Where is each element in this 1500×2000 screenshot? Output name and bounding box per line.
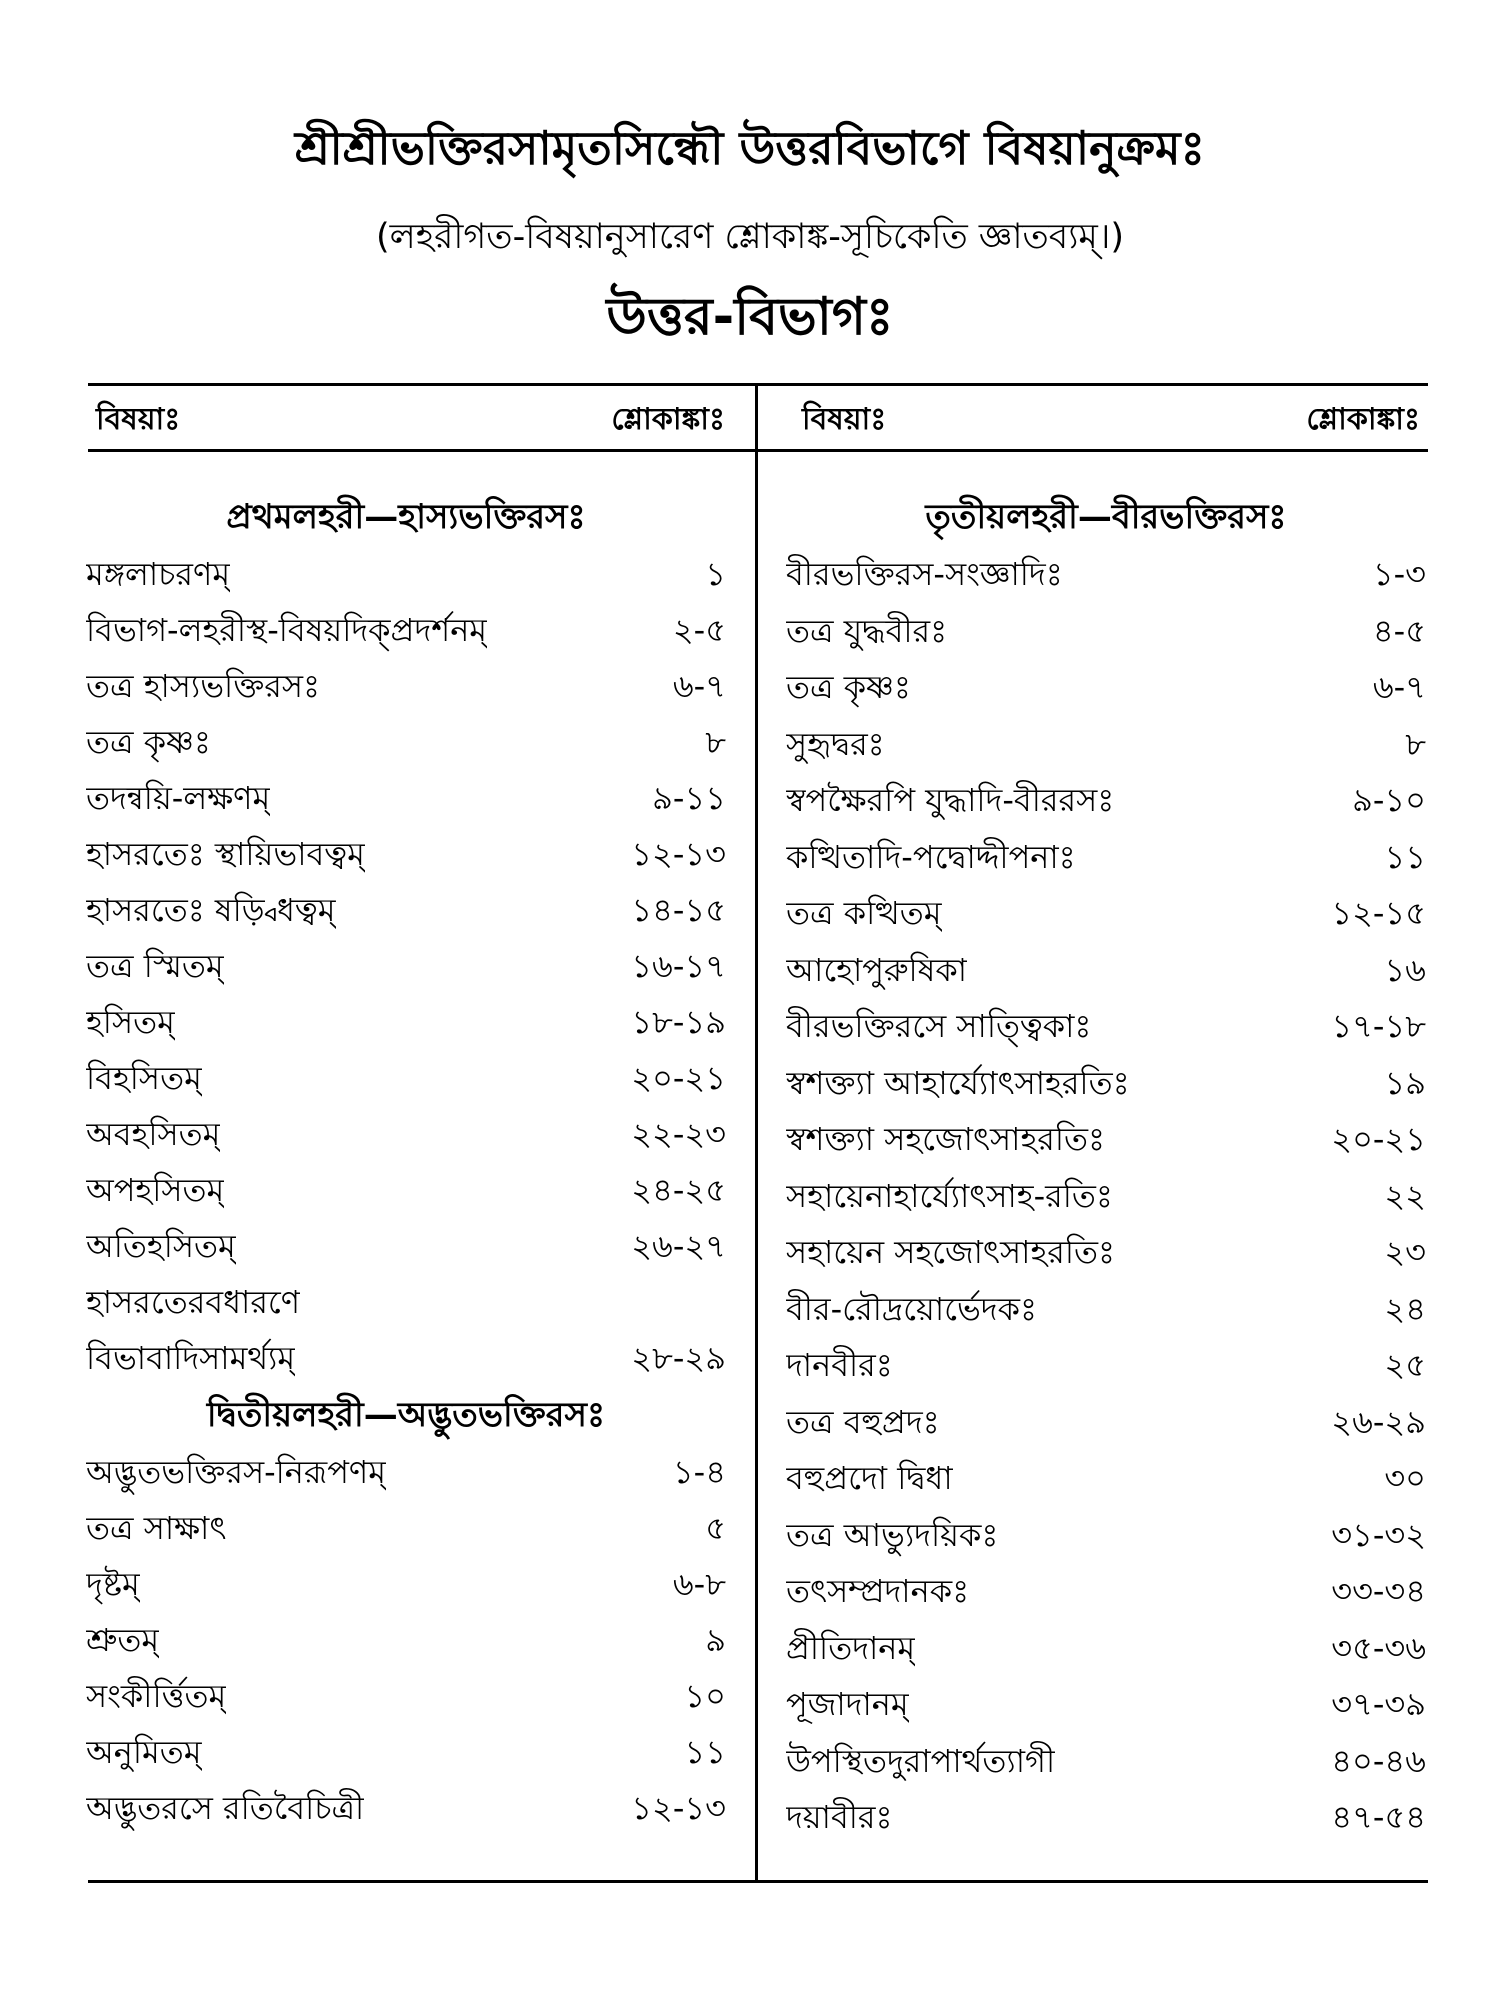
- verse-number: ৮: [1405, 724, 1426, 763]
- list-item: [86, 1780, 726, 1836]
- subject-text: অপহসিতম্: [86, 1171, 225, 1209]
- subject-text: তত্র স্মিতম্: [86, 947, 224, 985]
- subject-text: বিহসিতম্: [86, 1059, 202, 1097]
- list-item: [86, 714, 726, 770]
- list-item: [786, 659, 1426, 716]
- subject-text: অনুমিতম্: [86, 1733, 202, 1771]
- verse-number: ২৩: [1384, 1233, 1426, 1271]
- verse-number: ৮: [705, 723, 726, 761]
- left-column-verses-header: শ্লোকাঙ্কাঃ: [611, 402, 725, 437]
- verse-number: ৩৫-৩৬: [1331, 1628, 1426, 1667]
- list-item: [786, 546, 1426, 603]
- verse-number: ১-৪: [672, 1453, 726, 1491]
- subject-text: অবহসিতম্: [86, 1115, 221, 1153]
- list-item: [786, 829, 1426, 886]
- verse-number: ২৪: [1384, 1289, 1426, 1328]
- list-item: [786, 1620, 1426, 1677]
- verse-number: ১২-১৩: [631, 835, 726, 873]
- verse-number: ৯-১১: [652, 779, 726, 817]
- right-column-verses-header: শ্লোকাঙ্কাঃ: [1306, 402, 1420, 437]
- subject-text: বহুপ্রদো দ্বিধা: [786, 1459, 953, 1497]
- list-item: [86, 994, 726, 1050]
- list-item: [86, 1218, 726, 1274]
- subject-text: তৎসম্প্রদানকঃ: [786, 1572, 970, 1610]
- subject-text: তত্র কৃষ্ণঃ: [86, 723, 211, 761]
- subject-text: তত্র হাস্যভক্তিরসঃ: [86, 667, 321, 705]
- section-title: উত্তর-বিভাগঃ: [606, 287, 894, 347]
- verse-number: ১৯: [1384, 1063, 1426, 1102]
- list-item: [786, 1450, 1426, 1507]
- verse-number: ১২-১৩: [631, 1789, 726, 1827]
- list-item: [86, 1612, 726, 1668]
- verse-number: ১৮-১৯: [631, 1003, 726, 1041]
- list-item: [786, 716, 1426, 773]
- subject-text: সহায়েনাহার্য্যোৎসাহ-রতিঃ: [786, 1176, 1113, 1215]
- page-subtitle: (লহরীগত-বিষয়ানুসারেণ শ্লোকাঙ্ক-সূচিকেতি জ্ঞাতব্যম্।): [375, 217, 1124, 257]
- verse-number: ১৪-১৫: [631, 891, 726, 929]
- subject-text: কত্থিতাদি-পদ্বোদ্দীপনাঃ: [786, 837, 1076, 876]
- list-item: [786, 1676, 1426, 1733]
- subject-text: বীর-রৌদ্রয়োর্ভেদকঃ: [786, 1289, 1038, 1328]
- subject-text: তত্র যুদ্ধবীরঃ: [786, 611, 948, 650]
- subject-text: দৃষ্টম্: [86, 1565, 140, 1603]
- verse-number: ৩১-৩২: [1331, 1515, 1426, 1554]
- subject-text: অদ্ভুতরসে রতিবৈচিত্রী: [86, 1789, 365, 1827]
- subject-text: বিভাবাদিসামর্থ্যম্: [86, 1339, 296, 1377]
- subject-text: তত্র আভ্যুদয়িকঃ: [786, 1515, 999, 1554]
- list-item: [786, 885, 1426, 942]
- list-item: [786, 942, 1426, 999]
- subject-text: হাসরতেরবধারণে: [86, 1283, 301, 1321]
- verse-number: ৬-৭: [672, 667, 726, 705]
- left-column: [86, 488, 726, 1836]
- subject-text: সহায়েন সহজোৎসাহরতিঃ: [786, 1233, 1116, 1271]
- subject-text: হাসরতেঃ ষড়্বিধত্বম্: [86, 891, 336, 929]
- subject-text: তত্র কত্থিতম্: [786, 894, 942, 932]
- lahari3-list: [786, 546, 1426, 1846]
- list-item: [786, 1281, 1426, 1338]
- subject-text: সুহৃদ্বরঃ: [786, 724, 885, 763]
- verse-number: ৩৭-৩৯: [1331, 1685, 1426, 1723]
- page-title: শ্রীশ্রীভক্তিরসামৃতসিন্ধৌ উত্তরবিভাগে বিষয়ানুক্রমঃ: [294, 121, 1206, 175]
- lahari-heading: দ্বিতীয়লহরী—অদ্ভুতভক্তিরসঃ: [206, 1395, 606, 1435]
- verse-number: ৪-৫: [1372, 611, 1426, 650]
- column-divider: [755, 383, 758, 1883]
- verse-number: ১২-১৫: [1331, 894, 1426, 932]
- list-item: [86, 1050, 726, 1106]
- list-item: [86, 882, 726, 938]
- lahari-heading: তৃতীয়লহরী—বীরভক্তিরসঃ: [925, 497, 1287, 537]
- verse-number: ২৬-২৭: [631, 1227, 726, 1265]
- list-item: [786, 772, 1426, 829]
- list-item: [86, 1162, 726, 1218]
- list-item: [86, 546, 726, 602]
- list-item: [86, 770, 726, 826]
- subject-text: অদ্ভুতভক্তিরস-নিরূপণম্: [86, 1453, 387, 1491]
- verse-number: ৩০: [1384, 1459, 1426, 1497]
- subject-text: শ্রুতম্: [86, 1621, 160, 1659]
- list-item: [786, 1507, 1426, 1564]
- verse-number: ১১: [684, 1733, 726, 1771]
- verse-number: ১১: [1384, 837, 1426, 876]
- subject-text: দানবীরঃ: [786, 1346, 893, 1384]
- verse-number: ১-৩: [1372, 555, 1426, 593]
- table-header-rule: [88, 449, 1428, 452]
- subject-text: বীরভক্তিরস-সংজ্ঞাদিঃ: [786, 555, 1063, 593]
- subject-text: হসিতম্: [86, 1003, 175, 1041]
- verse-number: ২৮-২৯: [631, 1339, 726, 1377]
- verse-number: ৫: [705, 1509, 726, 1547]
- lahari1-list: [86, 546, 726, 1386]
- subject-text: স্বশক্ত্যা সহজোৎসাহরতিঃ: [786, 1120, 1106, 1158]
- verse-number: ১: [705, 555, 726, 593]
- subject-text: তত্র কৃষ্ণঃ: [786, 668, 911, 706]
- list-item: [86, 658, 726, 714]
- list-item: [786, 1111, 1426, 1168]
- table-bottom-rule: [88, 1880, 1428, 1883]
- subject-text: উপস্থিতদুরাপার্থত্যাগী: [786, 1741, 1056, 1780]
- verse-number: ৬-৮: [672, 1565, 726, 1603]
- verse-number: ২২-২৩: [631, 1115, 726, 1153]
- list-item: [786, 1563, 1426, 1620]
- subject-text: হাসরতেঃ স্থায়িভাবত্বম্: [86, 835, 365, 873]
- list-item: [86, 1500, 726, 1556]
- verse-number: ৪৭-৫৪: [1331, 1798, 1426, 1836]
- list-item: [786, 1789, 1426, 1846]
- list-item: [786, 603, 1426, 660]
- list-item: [786, 1224, 1426, 1281]
- list-item: [86, 826, 726, 882]
- verse-number: ২০-২১: [1331, 1120, 1426, 1158]
- list-item: [86, 1724, 726, 1780]
- verse-number: ১০: [684, 1677, 726, 1715]
- verse-number: ১৭-১৮: [1331, 1007, 1426, 1045]
- list-item: [86, 1444, 726, 1500]
- subject-text: স্বপক্ষৈরপি যুদ্ধাদি-বীররসঃ: [786, 781, 1115, 819]
- list-item: [86, 602, 726, 658]
- list-item: [786, 1168, 1426, 1225]
- verse-number: ২০-২১: [631, 1059, 726, 1097]
- left-column-subject-header: বিষয়াঃ: [96, 402, 181, 437]
- verse-number: ১৬-১৭: [631, 947, 726, 985]
- verse-number: ৬-৭: [1372, 668, 1426, 706]
- subject-text: তদন্বয়ি-লক্ষণম্: [86, 779, 271, 817]
- verse-number: ২-৫: [672, 611, 726, 649]
- list-item: [786, 1055, 1426, 1112]
- subject-text: সংকীর্ত্তিতম্: [86, 1677, 227, 1715]
- subject-text: বীরভক্তিরসে সাত্ত্বিকাঃ: [786, 1007, 1092, 1045]
- verse-number: ৪০-৪৬: [1331, 1741, 1426, 1780]
- list-item: [86, 1274, 726, 1330]
- list-item: [786, 1337, 1426, 1394]
- lahari2-list: [86, 1444, 726, 1836]
- lahari-heading: প্রথমলহরী—হাস্যভক্তিরসঃ: [226, 497, 586, 537]
- list-item: [786, 998, 1426, 1055]
- list-item: [86, 1106, 726, 1162]
- verse-number: ৯-১০: [1352, 781, 1426, 819]
- right-column: [786, 488, 1426, 1846]
- subject-text: স্বশক্ত্যা আহার্য্যোৎসাহরতিঃ: [786, 1063, 1130, 1102]
- right-column-subject-header: বিষয়াঃ: [802, 402, 887, 437]
- subject-text: মঙ্গলাচরণম্: [86, 555, 231, 593]
- list-item: [86, 1330, 726, 1386]
- verse-number: ৯: [705, 1621, 726, 1659]
- subject-text: অতিহসিতম্: [86, 1227, 236, 1265]
- table-top-rule: [88, 383, 1428, 386]
- verse-number: ২২: [1384, 1176, 1426, 1215]
- subject-text: তত্র বহুপ্রদঃ: [786, 1402, 940, 1441]
- list-item: [786, 1394, 1426, 1451]
- verse-number: ২৫: [1384, 1346, 1426, 1384]
- verse-number: ২৬-২৯: [1331, 1402, 1426, 1441]
- list-item: [786, 1733, 1426, 1790]
- subject-text: প্রীতিদানম্: [786, 1628, 916, 1667]
- subject-text: দয়াবীরঃ: [786, 1798, 893, 1836]
- list-item: [86, 1556, 726, 1612]
- subject-text: আহোপুরুষিকা: [786, 950, 968, 989]
- subject-text: তত্র সাক্ষাৎ: [86, 1509, 227, 1547]
- list-item: [86, 938, 726, 994]
- list-item: [86, 1668, 726, 1724]
- subject-text: বিভাগ-লহরীস্থ-বিষয়দিক্প্রদর্শনম্: [86, 611, 488, 649]
- verse-number: ১৬: [1384, 950, 1426, 989]
- subject-text: পূজাদানম্: [786, 1685, 909, 1723]
- verse-number: ৩৩-৩৪: [1331, 1572, 1426, 1610]
- verse-number: ২৪-২৫: [631, 1171, 726, 1209]
